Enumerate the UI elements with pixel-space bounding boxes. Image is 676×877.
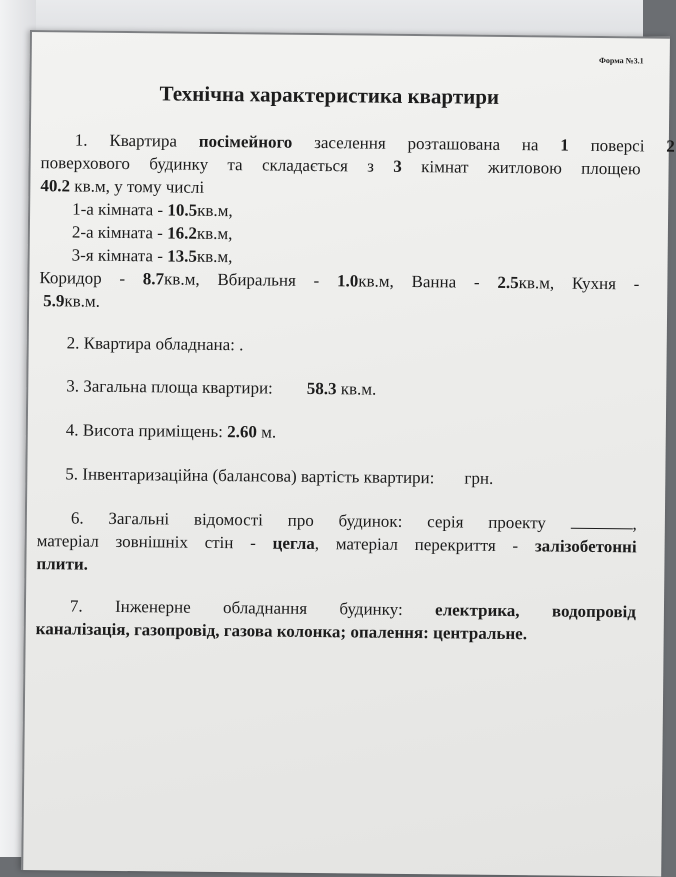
room-unit: кв.м, [197,200,233,221]
kitchen-unit: кв.м. [64,291,101,311]
auxiliary-rooms-line [39,268,639,294]
period: . [522,624,528,644]
bath-label: Ванна - [411,272,498,292]
total-area-unit: кв.м. [340,379,377,399]
engineering-utilities: електрика, водопровід [434,600,637,622]
text: матеріал зовнішніх стін - [36,531,273,553]
toilet-area: 1.0 [336,271,359,291]
document-page [21,30,675,877]
total-area-label: 3. Загальна площа квартири: [66,376,273,398]
corridor [39,268,199,289]
inventory-value-label: 5. Інвентаризаційна (балансова) вартість квартири: [65,464,435,488]
bath-area: 2.5 [497,272,519,293]
room-area: 16.2 [167,223,197,243]
text: , матеріал перекриття - [314,534,535,556]
text: поверхового будинку та складається з [40,153,394,176]
room-unit: кв.м, [196,246,233,267]
item6-line1 [71,508,637,534]
room-label: 1-а кімната - [72,199,168,220]
document-title: Технічна характеристика квартири [159,81,500,109]
room-unit: кв.м, [196,223,233,244]
item3-total-area [66,376,666,402]
kitchen-line [43,291,643,317]
wall-material: цегла [272,533,315,554]
height-unit: м. [256,422,277,442]
rooms-count: 3 [393,156,402,176]
room-1 [72,199,672,225]
text: кв.м, у тому числі [70,176,205,197]
settlement-type: посімейного [198,131,293,152]
floor-slab-material: залізобетонні [534,536,637,557]
height-label: 4. Висота приміщень: [65,420,228,442]
blank-line [571,514,633,530]
form-number: Форма №3.1 [599,55,644,66]
item1-line1 [75,130,675,156]
text: поверсі [568,135,667,156]
comma: , [632,514,637,534]
toilet-label: Вбиральня - [217,269,338,291]
item7-line1 [70,596,636,622]
floor-number: 1 [560,135,569,155]
bath [411,272,554,292]
toilet-unit: кв.м, [358,271,394,291]
kitchen-area: 5.9 [43,291,65,311]
corridor-area: 8.7 [142,269,165,289]
height-value: 2.60 [227,422,257,442]
item1-line2 [41,153,641,179]
bath-unit: кв.м, [518,273,555,293]
engineering-label: 7. Інженерне обладнання будинку: [69,596,436,620]
room-label: 3-я кімната - [71,245,168,266]
utilities-list: каналізація, газопровід, газова колонка; опалення: [35,619,434,643]
item6-line3: плити. [36,554,89,574]
room-area: 10.5 [167,200,198,220]
corridor-unit: кв.м, [163,269,200,289]
currency-unit: грн. [464,468,494,488]
heating-type: центральне [433,623,523,644]
toilet [217,270,394,291]
text: 1. Квартира [74,130,199,151]
item6-line2 [37,531,637,557]
building-info-label: 6. Загальні відомості про будинок: серія проекту [70,508,546,533]
room-area: 13.5 [167,246,198,266]
room-label: 2-а кімната - [71,222,168,243]
room-3 [72,245,672,271]
room-2 [72,222,672,248]
item7-line2 [36,619,636,645]
living-area-value: 40.2 [40,176,71,196]
text: кімнат житловою площею [401,156,641,179]
item2-equipment: 2. Квартира обладнана: . [66,333,244,355]
kitchen-label: Кухня - [571,273,640,294]
item4-height [66,420,666,446]
item1-line3 [40,176,640,202]
building-floors: 2 [666,136,675,156]
text: заселення розташована на [292,132,561,155]
corridor-label: Коридор - [39,268,143,289]
item5-inventory-value [65,464,665,490]
project-series-blank [571,514,637,534]
total-area-value: 58.3 [306,378,337,399]
